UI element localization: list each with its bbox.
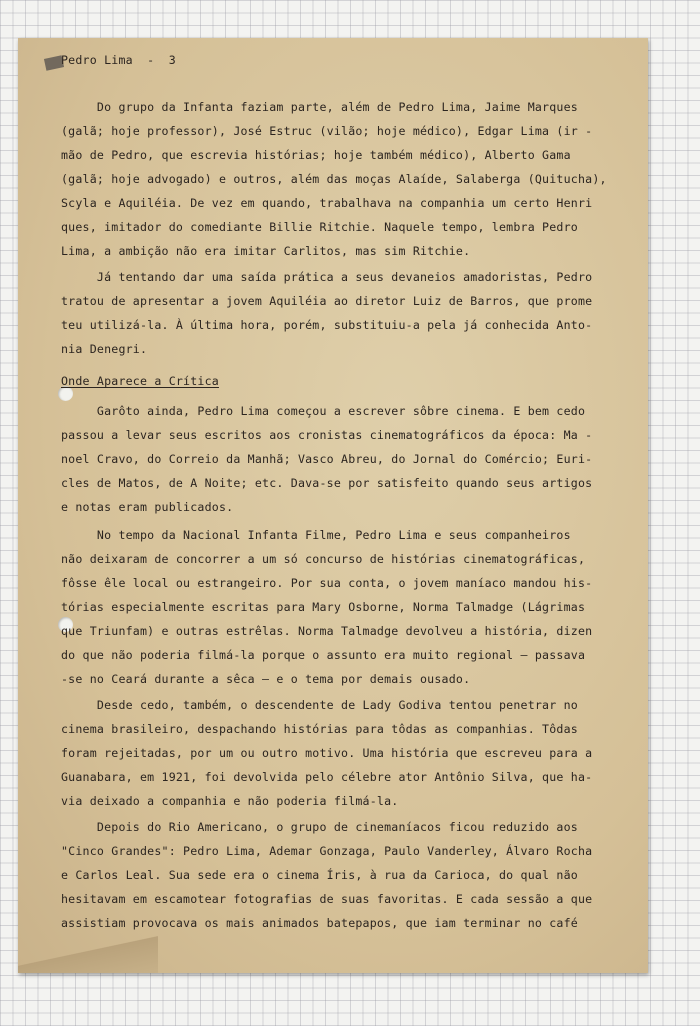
page-text	[18, 38, 648, 973]
text-line: do que não poderia filmá-la porque o assunto era muito regional — passava	[61, 648, 586, 662]
text-line: mão de Pedro, que escrevia histórias; hoje também médico), Alberto Gama	[61, 148, 571, 162]
page-header: Pedro Lima - 3	[61, 53, 176, 67]
text-line: Guanabara, em 1921, foi devolvida pelo célebre ator Antônio Silva, que ha-	[61, 770, 593, 784]
text-line: Scyla e Aquiléia. De vez em quando, trabalhava na companhia um certo Henri	[61, 196, 593, 210]
text-line: teu utilizá-la. À última hora, porém, substituiu-a pela já conhecida Anto-	[61, 318, 593, 332]
text-line: não deixaram de concorrer a um só concurso de histórias cinematográficas,	[61, 552, 586, 566]
text-line: fôsse êle local ou estrangeiro. Por sua conta, o jovem maníaco mandou his-	[61, 576, 593, 590]
text-line: cinema brasileiro, despachando histórias para tôdas as companhias. Tôdas	[61, 722, 578, 736]
section-heading: Onde Aparece a Crítica	[61, 374, 219, 388]
text-line: Desde cedo, também, o descendente de Lady Godiva tentou penetrar no	[61, 698, 578, 712]
text-line: assistiam provocava os mais animados batepapos, que iam terminar no café	[61, 916, 578, 930]
text-line: que Triunfam) e outras estrêlas. Norma Talmadge devolveu a história, dizen	[61, 624, 593, 638]
text-line: (galã; hoje professor), José Estruc (vilão; hoje médico), Edgar Lima (ir -	[61, 124, 593, 138]
text-line: ques, imitador do comediante Billie Ritchie. Naquele tempo, lembra Pedro	[61, 220, 578, 234]
text-line: passou a levar seus escritos aos cronistas cinematográficos da época: Ma -	[61, 428, 593, 442]
text-line: Já tentando dar uma saída prática a seus devaneios amadoristas, Pedro	[61, 270, 593, 284]
text-line: nia Denegri.	[61, 342, 148, 356]
text-line: tórias especialmente escritas para Mary Osborne, Norma Talmadge (Lágrimas	[61, 600, 586, 614]
typed-page	[18, 38, 648, 973]
text-line: tratou de apresentar a jovem Aquiléia ao diretor Luiz de Barros, que prome	[61, 294, 593, 308]
text-line: cles de Matos, de A Noite; etc. Dava-se por satisfeito quando seus artigos	[61, 476, 593, 490]
text-line: Do grupo da Infanta faziam parte, além de Pedro Lima, Jaime Marques	[61, 100, 578, 114]
text-line: hesitavam em escamotear fotografias de suas favoritas. E cada sessão a que	[61, 892, 593, 906]
text-line: Depois do Rio Americano, o grupo de cinemaníacos ficou reduzido aos	[61, 820, 578, 834]
text-line: foram rejeitadas, por um ou outro motivo. Uma história que escreveu para a	[61, 746, 593, 760]
text-line: noel Cravo, do Correio da Manhã; Vasco Abreu, do Jornal do Comércio; Euri-	[61, 452, 593, 466]
text-line: "Cinco Grandes": Pedro Lima, Ademar Gonzaga, Paulo Vanderley, Álvaro Rocha	[61, 844, 593, 858]
text-line: Garôto ainda, Pedro Lima começou a escrever sôbre cinema. E bem cedo	[61, 404, 586, 418]
text-line: (galã; hoje advogado) e outros, além das moças Alaíde, Salaberga (Quitucha),	[61, 172, 607, 186]
text-line: Lima, a ambição não era imitar Carlitos, mas sim Ritchie.	[61, 244, 471, 258]
text-line: -se no Ceará durante a sêca — e o tema por demais ousado.	[61, 672, 471, 686]
text-line: No tempo da Nacional Infanta Filme, Pedro Lima e seus companheiros	[61, 528, 571, 542]
text-line: via deixado a companhia e não poderia filmá-la.	[61, 794, 399, 808]
text-line: e Carlos Leal. Sua sede era o cinema Íris, à rua da Carioca, do qual não	[61, 868, 578, 882]
text-line: e notas eram publicados.	[61, 500, 234, 514]
